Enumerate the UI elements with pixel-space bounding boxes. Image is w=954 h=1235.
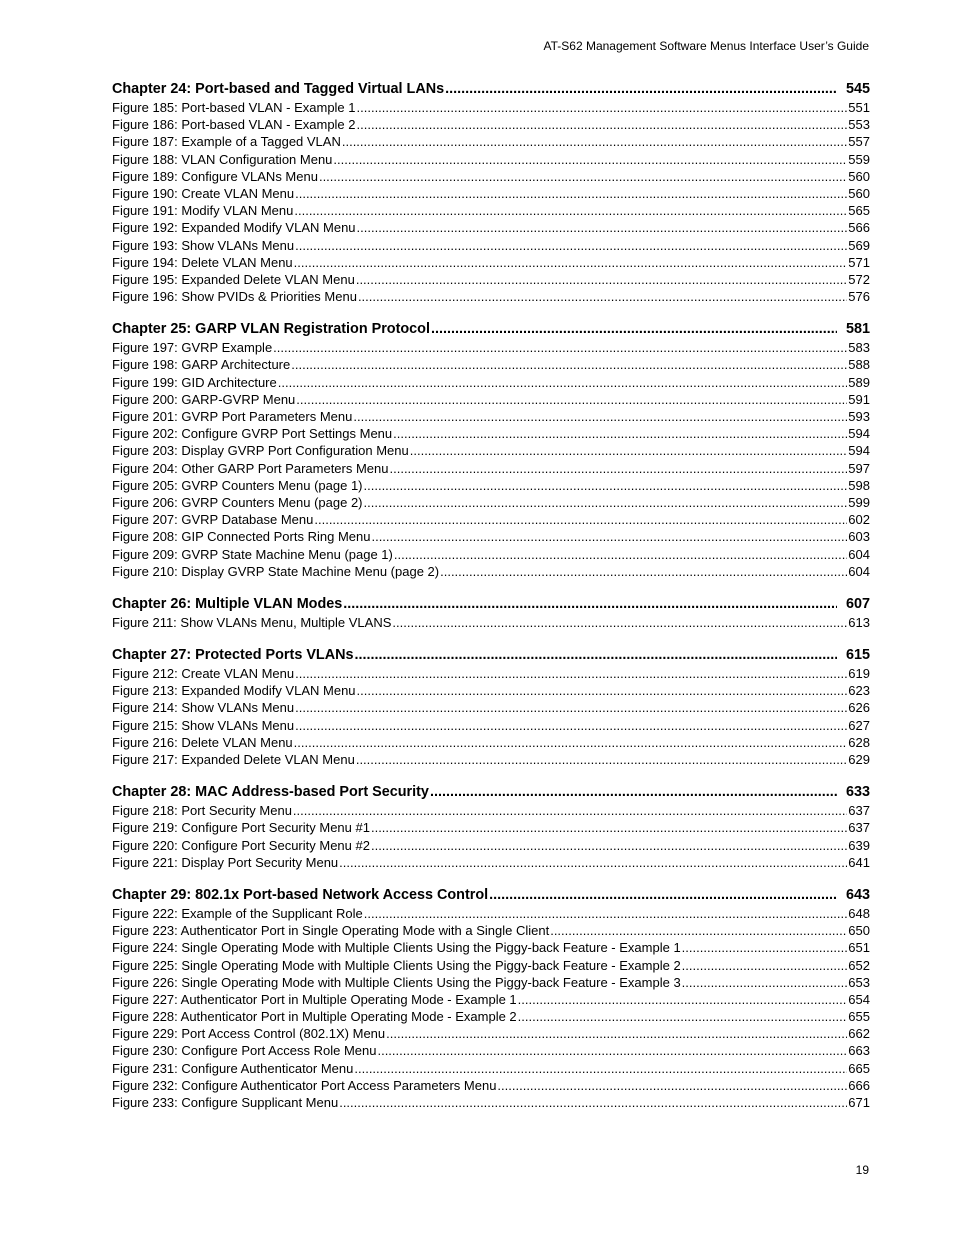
figure-page: 559 (848, 151, 870, 167)
figure-title: Figure 195: Expanded Delete VLAN Menu (112, 271, 355, 287)
dot-leader (386, 1025, 847, 1042)
figure-page: 627 (848, 717, 870, 733)
figure-entry[interactable] (112, 957, 870, 974)
figure-title: Figure 229: Port Access Control (802.1X) Menu (112, 1026, 386, 1042)
dot-leader (518, 991, 848, 1008)
figure-title: Figure 193: Show VLANs Menu (112, 237, 295, 253)
figure-page: 648 (848, 905, 870, 921)
figure-title: Figure 214: Show VLANs Menu (112, 700, 295, 716)
figure-entry[interactable] (112, 751, 870, 768)
chapter-page: 615 (845, 647, 870, 664)
dot-leader (390, 460, 848, 477)
dot-leader (430, 783, 837, 802)
figure-page: 593 (848, 409, 870, 424)
figure-entry[interactable] (112, 734, 870, 751)
dot-leader (445, 80, 837, 99)
figure-page: 626 (848, 700, 870, 716)
dot-leader (291, 356, 847, 373)
chapter-title: Chapter 27: Protected Ports VLANs (112, 647, 354, 664)
figure-title: Figure 197: GVRP Example (112, 340, 273, 356)
figure-title: Figure 216: Delete VLAN Menu (112, 734, 293, 750)
figure-title: Figure 219: Configure Port Security Menu #1 (112, 820, 370, 836)
figure-title: Figure 227: Authenticator Port in Multiple Operating Mode - Example 1 (112, 991, 517, 1007)
chapter-entry[interactable] (112, 783, 870, 802)
figure-page: 637 (848, 803, 870, 819)
chapter-page: 633 (845, 784, 870, 801)
figure-page: 651 (848, 940, 870, 956)
figure-page: 565 (848, 203, 870, 219)
dot-leader (356, 751, 847, 768)
dot-leader (294, 202, 847, 219)
figure-title: Figure 190: Create VLAN Menu (112, 185, 295, 201)
chapter-section (112, 646, 870, 768)
figure-page: 583 (848, 340, 870, 356)
figure-title: Figure 233: Configure Supplicant Menu (112, 1095, 339, 1110)
dot-leader (357, 219, 848, 236)
figure-title: Figure 207: GVRP Database Menu (112, 512, 314, 528)
figure-page: 604 (848, 563, 870, 579)
figure-entry[interactable] (112, 563, 870, 580)
figure-entry[interactable] (112, 819, 870, 836)
figure-page: 628 (848, 734, 870, 750)
figure-title: Figure 202: Configure GVRP Port Settings Menu (112, 426, 393, 442)
figure-entry[interactable] (112, 1025, 870, 1042)
chapter-section (112, 320, 870, 580)
figure-page: 560 (848, 185, 870, 201)
figure-page: 602 (848, 512, 870, 528)
dot-leader (358, 288, 847, 305)
dot-leader (364, 477, 848, 494)
figure-page: 671 (848, 1095, 870, 1110)
dot-leader (518, 1008, 848, 1025)
dot-leader (295, 237, 847, 254)
figure-page: 576 (848, 289, 870, 305)
chapter-page: 581 (845, 321, 870, 338)
figure-title: Figure 217: Expanded Delete VLAN Menu (112, 752, 355, 767)
figure-page: 551 (848, 100, 870, 115)
figure-title: Figure 186: Port-based VLAN - Example 2 (112, 117, 356, 133)
dot-leader (394, 546, 847, 563)
figure-title: Figure 211: Show VLANs Menu, Multiple VLANS (112, 614, 392, 630)
dot-leader (333, 151, 847, 168)
figure-page: 594 (848, 443, 870, 459)
figure-page: 655 (848, 1009, 870, 1025)
figure-entry[interactable] (112, 425, 870, 442)
dot-leader (410, 442, 848, 459)
figure-title: Figure 189: Configure VLANs Menu (112, 168, 318, 184)
figure-entry[interactable] (112, 511, 870, 528)
figure-entry[interactable] (112, 202, 870, 219)
dot-leader (354, 1060, 847, 1077)
figure-entry[interactable] (112, 408, 870, 425)
figure-entry[interactable] (112, 237, 870, 254)
figure-page: 666 (848, 1077, 870, 1093)
figure-title: Figure 210: Display GVRP State Machine Menu (page 2) (112, 563, 440, 579)
dot-leader (393, 425, 847, 442)
figure-title: Figure 212: Create VLAN Menu (112, 666, 295, 682)
figure-title: Figure 209: GVRP State Machine Menu (page 1) (112, 546, 393, 562)
figure-entry[interactable] (112, 802, 870, 819)
figure-entry[interactable] (112, 254, 870, 271)
dot-leader (489, 886, 837, 905)
figure-entry[interactable] (112, 460, 870, 477)
figure-entry[interactable] (112, 133, 870, 150)
figure-page: 599 (848, 494, 870, 510)
chapter-entry[interactable] (112, 595, 870, 614)
figure-title: Figure 188: VLAN Configuration Menu (112, 151, 333, 167)
figure-page: 639 (848, 837, 870, 853)
dot-leader (295, 699, 847, 716)
dot-leader (682, 974, 848, 991)
figure-entry[interactable] (112, 1077, 870, 1094)
figure-title: Figure 199: GID Architecture (112, 374, 277, 390)
figure-title: Figure 215: Show VLANs Menu (112, 717, 295, 733)
figure-entry[interactable] (112, 1094, 870, 1111)
running-header: AT-S62 Management Software Menus Interface User’s Guide (543, 39, 869, 53)
dot-leader (431, 320, 837, 339)
figure-entry[interactable] (112, 442, 870, 459)
figure-page: 591 (848, 391, 870, 407)
figure-entry[interactable] (112, 717, 870, 734)
dot-leader (497, 1077, 847, 1094)
figure-entry[interactable] (112, 974, 870, 991)
figure-page: 619 (848, 666, 870, 682)
dot-leader (293, 802, 847, 819)
dot-leader (682, 939, 848, 956)
dot-leader (296, 391, 847, 408)
figure-page: 560 (848, 168, 870, 184)
figure-entry[interactable] (112, 1008, 870, 1025)
figure-page: 604 (848, 546, 870, 562)
figure-entry[interactable] (112, 854, 870, 871)
table-of-contents (112, 80, 870, 1126)
dot-leader (550, 922, 847, 939)
figure-page: 623 (848, 683, 870, 699)
figure-entry[interactable] (112, 837, 870, 854)
figure-title: Figure 208: GIP Connected Ports Ring Menu (112, 529, 371, 545)
figure-title: Figure 224: Single Operating Mode with Multiple Clients Using the Piggy-back Feature - Example 1 (112, 940, 681, 956)
figure-page: 663 (848, 1043, 870, 1059)
figure-page: 557 (848, 134, 870, 150)
figure-title: Figure 204: Other GARP Port Parameters Menu (112, 460, 389, 476)
figure-page: 571 (848, 254, 870, 270)
figure-title: Figure 223: Authenticator Port in Single Operating Mode with a Single Client (112, 923, 550, 939)
figure-title: Figure 200: GARP-GVRP Menu (112, 391, 296, 407)
figure-title: Figure 225: Single Operating Mode with Multiple Clients Using the Piggy-back Feature - Example 2 (112, 957, 681, 973)
dot-leader (314, 511, 847, 528)
figure-page: 662 (848, 1026, 870, 1042)
dot-leader (371, 528, 847, 545)
dot-leader (377, 1042, 847, 1059)
figure-title: Figure 191: Modify VLAN Menu (112, 203, 294, 219)
figure-title: Figure 192: Expanded Modify VLAN Menu (112, 220, 356, 236)
dot-leader (294, 734, 848, 751)
dot-leader (339, 854, 847, 871)
figure-entry[interactable] (112, 546, 870, 563)
figure-entry[interactable] (112, 288, 870, 305)
figure-entry[interactable] (112, 905, 870, 922)
dot-leader (371, 837, 847, 854)
figure-title: Figure 228: Authenticator Port in Multiple Operating Mode - Example 2 (112, 1009, 517, 1025)
figure-title: Figure 185: Port-based VLAN - Example 1 (112, 100, 356, 115)
dot-leader (342, 133, 847, 150)
chapter-page: 545 (845, 81, 870, 97)
dot-leader (319, 168, 847, 185)
chapter-entry[interactable] (112, 320, 870, 339)
chapter-entry[interactable] (112, 80, 870, 99)
figure-page: 652 (848, 957, 870, 973)
figure-title: Figure 205: GVRP Counters Menu (page 1) (112, 477, 363, 493)
dot-leader (356, 271, 847, 288)
figure-title: Figure 221: Display Port Security Menu (112, 854, 339, 870)
figure-page: 637 (848, 820, 870, 836)
figure-entry[interactable] (112, 116, 870, 133)
chapter-section (112, 783, 870, 871)
figure-entry[interactable] (112, 356, 870, 373)
figure-page: 653 (848, 974, 870, 990)
dot-leader (353, 408, 847, 425)
figure-entry[interactable] (112, 939, 870, 956)
dot-leader (357, 116, 848, 133)
figure-entry[interactable] (112, 494, 870, 511)
chapter-page: 643 (845, 886, 870, 903)
figure-page: 613 (848, 614, 870, 630)
figure-page: 598 (848, 477, 870, 493)
dot-leader (440, 563, 847, 580)
figure-title: Figure 187: Example of a Tagged VLAN (112, 134, 341, 150)
figure-page: 594 (848, 426, 870, 442)
figure-title: Figure 198: GARP Architecture (112, 357, 291, 373)
figure-page: 566 (848, 220, 870, 236)
dot-leader (295, 185, 847, 202)
figure-entry[interactable] (112, 1060, 870, 1077)
figure-entry[interactable] (112, 922, 870, 939)
figure-title: Figure 201: GVRP Port Parameters Menu (112, 409, 353, 424)
chapter-title: Chapter 25: GARP VLAN Registration Protocol (112, 321, 430, 338)
figure-entry[interactable] (112, 391, 870, 408)
figure-entry[interactable] (112, 374, 870, 391)
figure-entry[interactable] (112, 271, 870, 288)
figure-page: 665 (848, 1060, 870, 1076)
chapter-page: 607 (845, 595, 870, 612)
dot-leader (343, 595, 837, 614)
figure-entry[interactable] (112, 477, 870, 494)
figure-title: Figure 213: Expanded Modify VLAN Menu (112, 683, 356, 699)
dot-leader (295, 665, 847, 682)
figure-entry[interactable] (112, 991, 870, 1008)
figure-page: 553 (848, 117, 870, 133)
dot-leader (278, 374, 848, 391)
figure-title: Figure 230: Configure Port Access Role Menu (112, 1043, 377, 1059)
figure-entry[interactable] (112, 1042, 870, 1059)
figure-entry[interactable] (112, 682, 870, 699)
dot-leader (357, 99, 848, 116)
dot-leader (273, 339, 847, 356)
figure-entry[interactable] (112, 99, 870, 116)
chapter-title: Chapter 24: Port-based and Tagged Virtual LANs (112, 81, 445, 97)
dot-leader (682, 957, 848, 974)
figure-title: Figure 220: Configure Port Security Menu #2 (112, 837, 370, 853)
dot-leader (355, 646, 837, 665)
figure-entry[interactable] (112, 528, 870, 545)
figure-page: 569 (848, 237, 870, 253)
chapter-title: Chapter 28: MAC Address-based Port Security (112, 784, 429, 801)
figure-page: 641 (848, 854, 870, 870)
figure-title: Figure 218: Port Security Menu (112, 803, 292, 819)
chapter-entry[interactable] (112, 886, 870, 905)
chapter-section (112, 80, 870, 305)
chapter-title: Chapter 29: 802.1x Port-based Network Access Control (112, 886, 489, 903)
chapter-entry[interactable] (112, 646, 870, 665)
chapter-section (112, 886, 870, 1111)
figure-entry[interactable] (112, 151, 870, 168)
figure-entry[interactable] (112, 339, 870, 356)
figure-page: 588 (848, 357, 870, 373)
figure-page: 650 (848, 923, 870, 939)
figure-title: Figure 222: Example of the Supplicant Role (112, 905, 363, 921)
dot-leader (392, 614, 847, 631)
figure-page: 589 (848, 374, 870, 390)
figure-title: Figure 194: Delete VLAN Menu (112, 254, 293, 270)
dot-leader (371, 819, 847, 836)
dot-leader (364, 494, 848, 511)
figure-title: Figure 203: Display GVRP Port Configuration Menu (112, 443, 409, 459)
figure-entry[interactable] (112, 665, 870, 682)
figure-title: Figure 226: Single Operating Mode with Multiple Clients Using the Piggy-back Feature - Example 3 (112, 974, 681, 990)
figure-title: Figure 232: Configure Authenticator Port Access Parameters Menu (112, 1077, 497, 1093)
dot-leader (364, 905, 848, 922)
figure-entry[interactable] (112, 185, 870, 202)
chapter-section (112, 595, 870, 631)
figure-page: 572 (848, 271, 870, 287)
figure-entry[interactable] (112, 699, 870, 716)
chapter-title: Chapter 26: Multiple VLAN Modes (112, 595, 343, 612)
figure-entry[interactable] (112, 168, 870, 185)
figure-page: 603 (848, 529, 870, 545)
dot-leader (294, 254, 848, 271)
page-number: 19 (855, 1163, 869, 1177)
dot-leader (357, 682, 848, 699)
figure-title: Figure 196: Show PVIDs & Priorities Menu (112, 289, 357, 305)
figure-page: 629 (848, 752, 870, 767)
figure-entry[interactable] (112, 219, 870, 236)
figure-page: 597 (848, 460, 870, 476)
figure-entry[interactable] (112, 614, 870, 631)
figure-title: Figure 206: GVRP Counters Menu (page 2) (112, 494, 363, 510)
dot-leader (339, 1094, 847, 1111)
figure-title: Figure 231: Configure Authenticator Menu (112, 1060, 354, 1076)
figure-page: 654 (848, 991, 870, 1007)
dot-leader (295, 717, 847, 734)
